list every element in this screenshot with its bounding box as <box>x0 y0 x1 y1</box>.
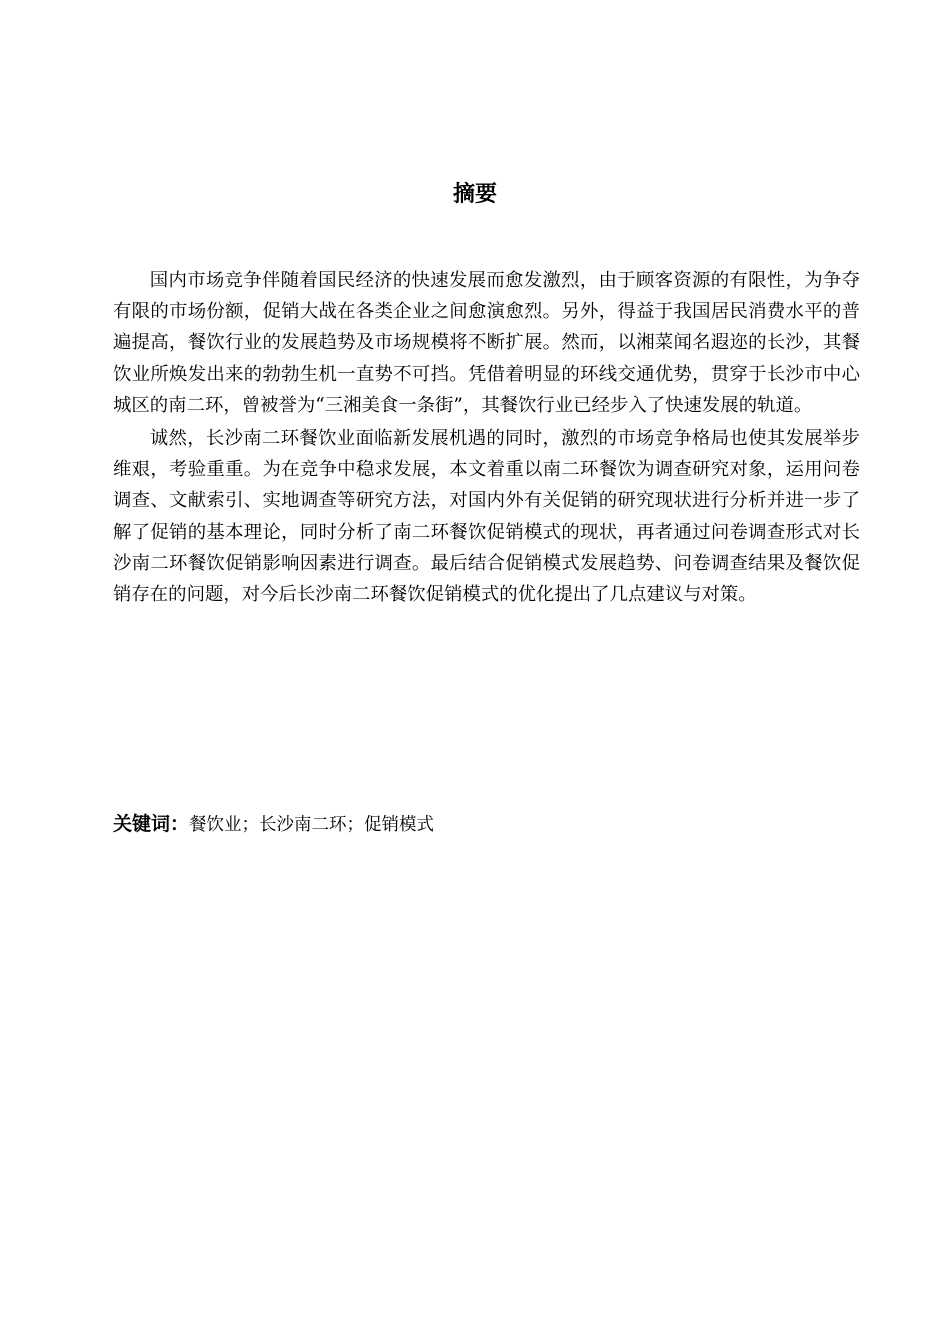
abstract-paragraph-2: 诚然，长沙南二环餐饮业面临新发展机遇的同时，激烈的市场竞争格局也使其发展举步维艰，考验重重。为在竞争中稳求发展，本文着重以南二环餐饮为调查研究对象，运用问卷调查、文献索引、实地调查等研究方法，对国内外有关促销的研究现状进行分析并进一步了解了促销的基本理论，同时分析了南二环餐饮促销模式的现状，再者通过问卷调查形式对长沙南二环餐饮促销影响因素进行调查。最后结合促销模式发展趋势、问卷调查结果及餐饮促销存在的问题，对今后长沙南二环餐饮促销模式的优化提出了几点建议与对策。 <box>113 428 860 606</box>
keywords-value: 餐饮业；长沙南二环；促销模式 <box>189 815 435 835</box>
abstract-paragraph-1: 国内市场竞争伴随着国民经济的快速发展而愈发激烈，由于顾客资源的有限性，为争夺有限的市场份额，促销大战在各类企业之间愈演愈烈。另外，得益于我国居民消费水平的普遍提高，餐饮行业的发展趋势及市场规模将不断扩展。然而，以湘菜闻名遐迩的长沙，其餐饮业所焕发出来的勃勃生机一直势不可挡。凭借着明显的环线交通优势，贯穿于长沙市中心城区的南二环，曾被誉为“三湘美食一条街”，其餐饮行业已经步入了快速发展的轨道。 <box>113 270 860 416</box>
keywords-label: 关键词： <box>113 813 190 835</box>
abstract-body <box>113 265 860 610</box>
abstract-title: 摘要 <box>452 182 497 207</box>
keywords-line <box>113 810 860 839</box>
